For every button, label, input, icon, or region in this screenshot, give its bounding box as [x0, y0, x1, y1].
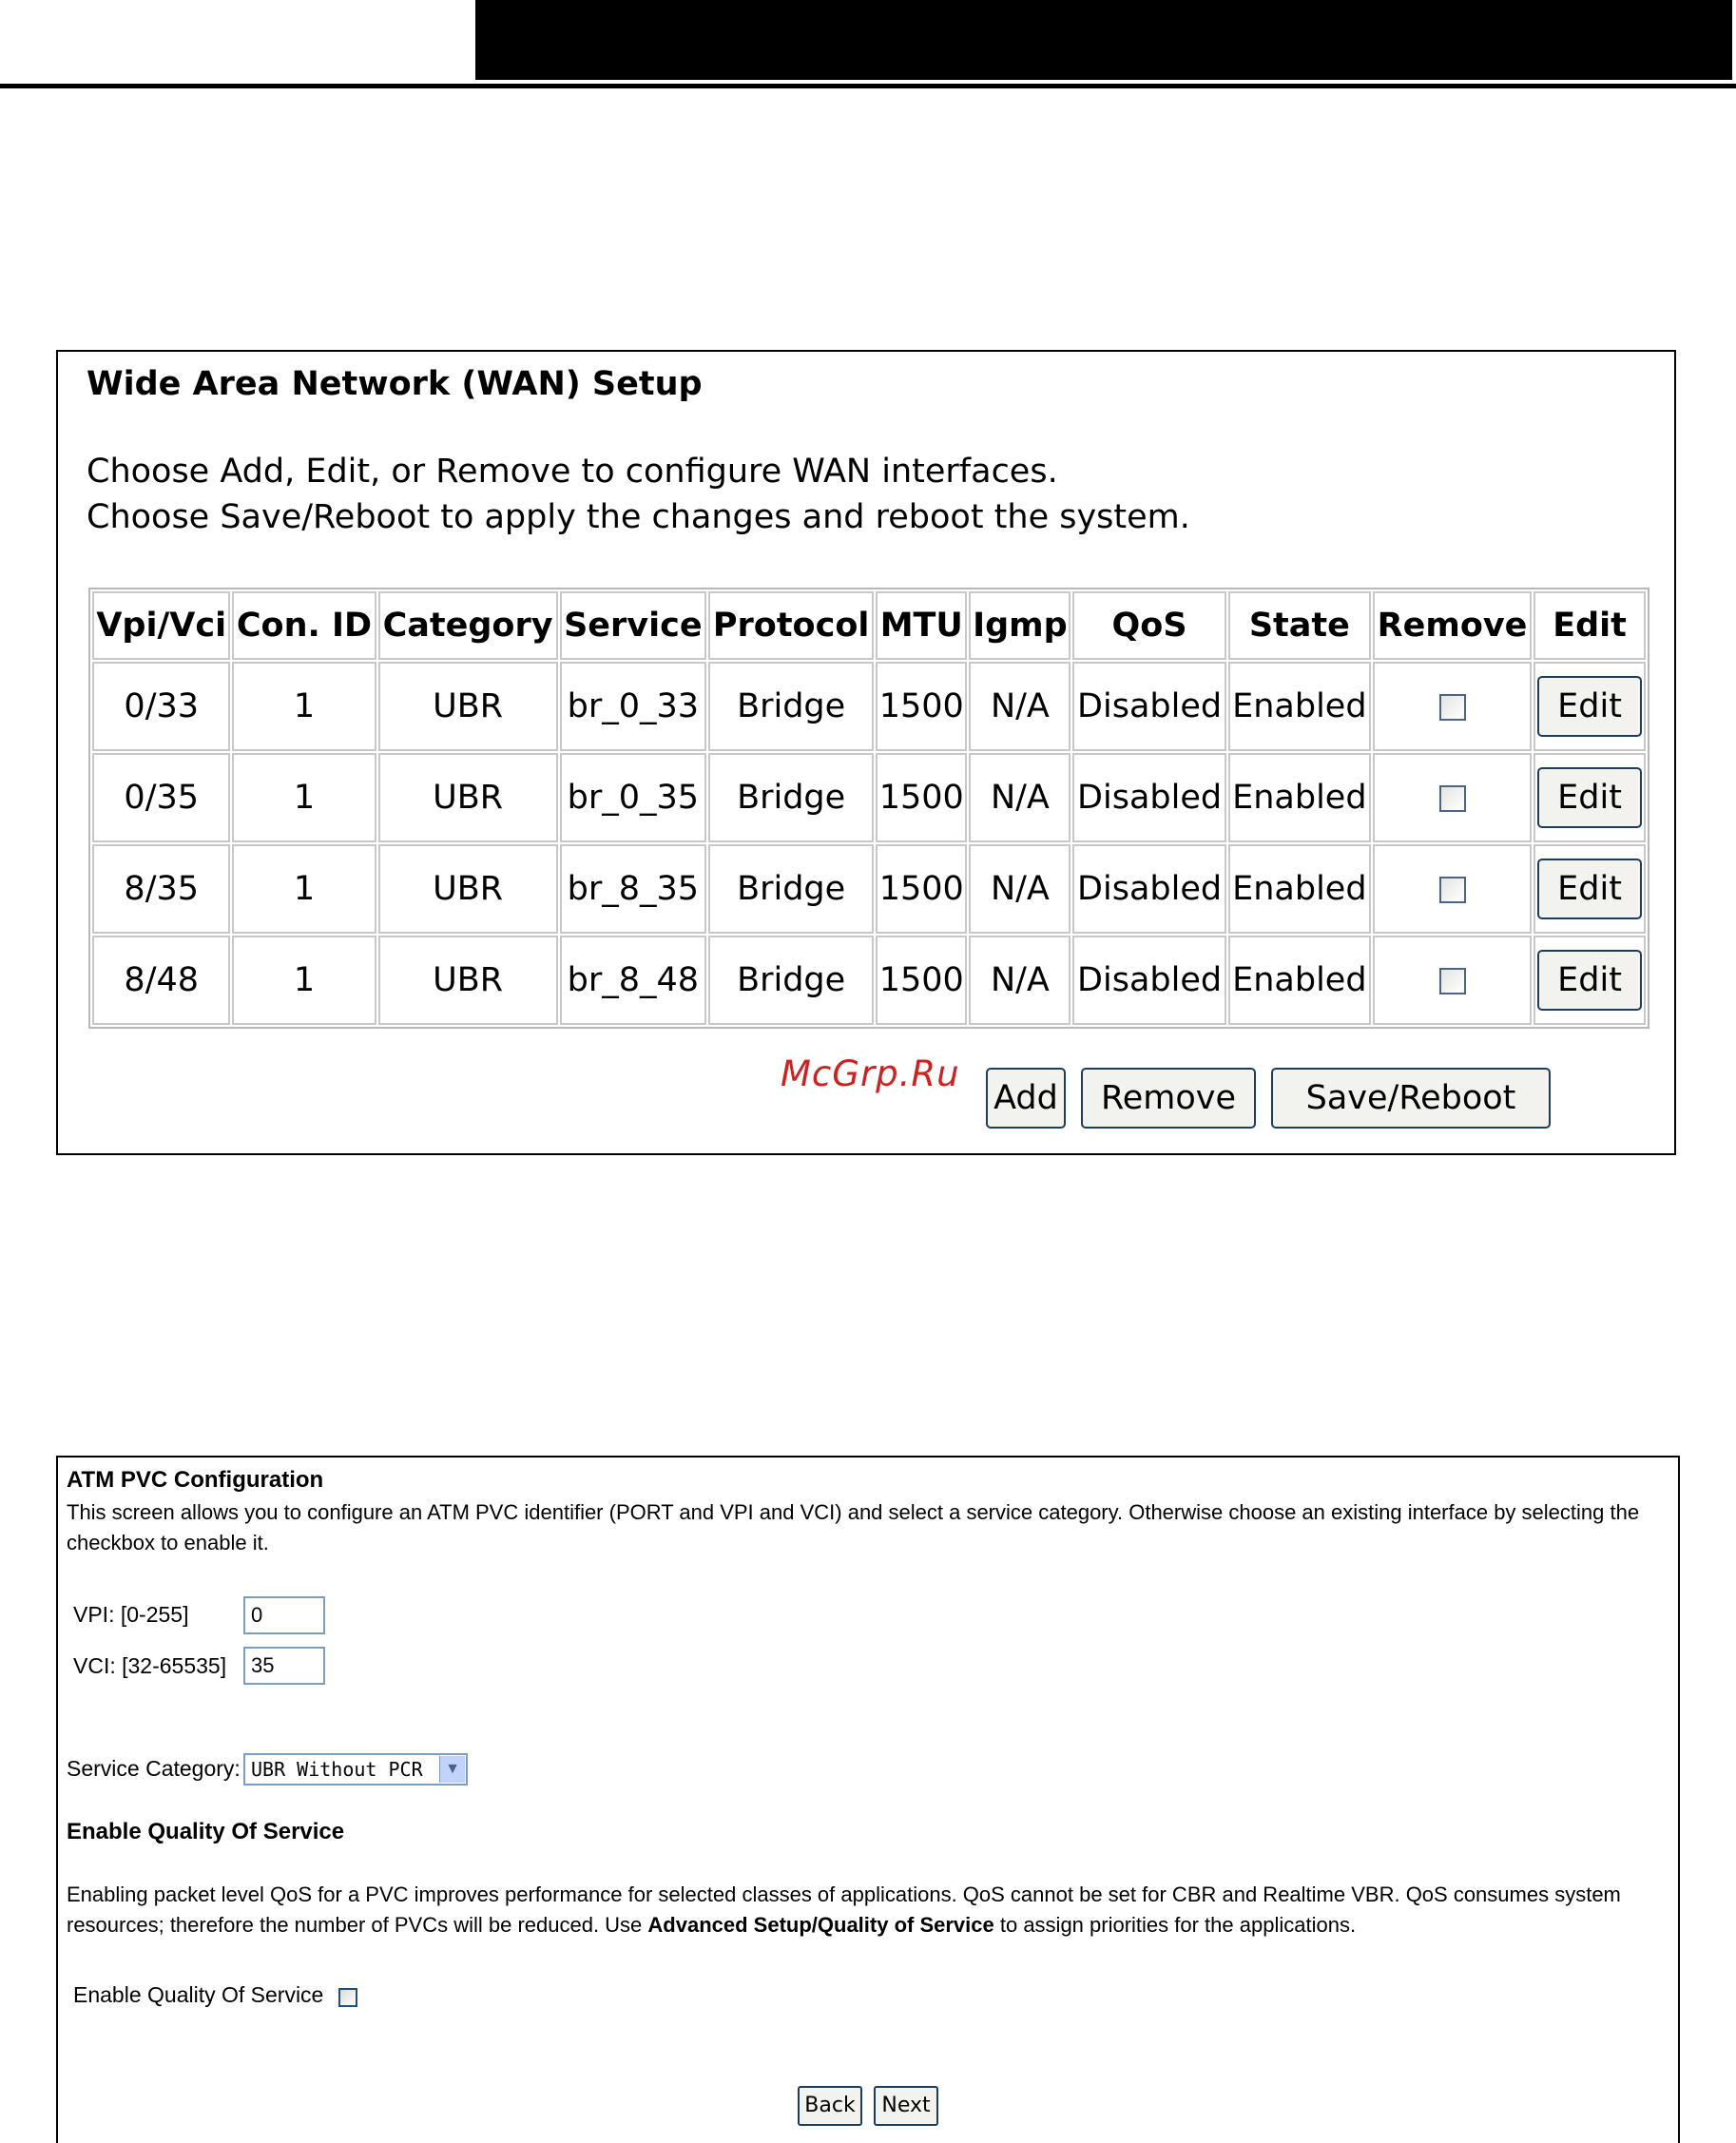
back-button[interactable]: Back — [798, 2086, 862, 2126]
cell-mtu: 1500 — [876, 662, 967, 751]
cell-edit — [1533, 662, 1646, 751]
cell-remove — [1373, 662, 1532, 751]
cell-vpivci: 8/35 — [92, 844, 230, 934]
remove-checkbox[interactable] — [1439, 968, 1466, 994]
add-button[interactable]: Add — [986, 1068, 1066, 1129]
cell-service: br_0_33 — [560, 662, 706, 751]
wan-interfaces-table — [88, 588, 1649, 1029]
save-reboot-button[interactable]: Save/Reboot — [1271, 1068, 1551, 1129]
next-button[interactable]: Next — [874, 2086, 938, 2126]
cell-category: UBR — [378, 662, 558, 751]
cell-mtu: 1500 — [876, 936, 967, 1025]
qos-description — [67, 1880, 1673, 1940]
vpi-input[interactable] — [243, 1596, 325, 1634]
qos-desc-text-1: Enabling packet level QoS for a PVC improves performance for selected classes of applications. QoS cannot be set for CBR and Realtime VBR. QoS consumes system resources; therefore the number of PVCs will be reduced. Use — [67, 1882, 1621, 1937]
cell-service: br_0_35 — [560, 753, 706, 842]
column-header-edit: Edit — [1533, 591, 1646, 660]
table-header-row — [92, 591, 1646, 660]
cell-igmp: N/A — [969, 936, 1071, 1025]
vpi-label: VPI: [0-255] — [73, 1602, 189, 1627]
column-header-vpivci: Vpi/Vci — [92, 591, 230, 660]
edit-button[interactable]: Edit — [1537, 950, 1642, 1011]
cell-remove — [1373, 753, 1532, 842]
cell-state: Enabled — [1228, 936, 1371, 1025]
edit-button[interactable]: Edit — [1537, 676, 1642, 737]
cell-protocol: Bridge — [708, 753, 874, 842]
table-row — [92, 753, 1646, 842]
qos-desc-text-2: to assign priorities for the applications. — [993, 1913, 1357, 1937]
service-category-value: UBR Without PCR — [251, 1758, 423, 1781]
table-row — [92, 844, 1646, 934]
edit-button[interactable]: Edit — [1537, 859, 1642, 919]
qos-heading: Enable Quality Of Service — [67, 1819, 345, 1844]
atm-pvc-config-panel — [56, 1456, 1680, 2143]
header-rule — [0, 84, 1736, 88]
watermark-text: McGrp.Ru — [781, 1053, 960, 1094]
service-category-label: Service Category: — [67, 1756, 241, 1781]
cell-qos: Disabled — [1072, 936, 1225, 1025]
cell-protocol: Bridge — [708, 844, 874, 934]
remove-checkbox[interactable] — [1439, 785, 1466, 812]
cell-state: Enabled — [1228, 753, 1371, 842]
table-row — [92, 662, 1646, 751]
cell-category: UBR — [378, 753, 558, 842]
enable-qos-checkbox[interactable] — [338, 1988, 357, 2007]
atm-pvc-title: ATM PVC Configuration — [67, 1467, 324, 1493]
wan-instructions-line-1: Choose Add, Edit, or Remove to configure WAN interfaces. — [87, 453, 1058, 491]
cell-edit — [1533, 844, 1646, 934]
cell-qos: Disabled — [1072, 662, 1225, 751]
cell-con-id: 1 — [232, 753, 376, 842]
cell-vpivci: 0/33 — [92, 662, 230, 751]
chevron-down-icon[interactable]: ▼ — [439, 1756, 465, 1783]
service-category-select[interactable] — [243, 1753, 468, 1786]
cell-state: Enabled — [1228, 844, 1371, 934]
table-row — [92, 936, 1646, 1025]
vci-label: VCI: [32-65535] — [73, 1653, 227, 1678]
atm-pvc-description: This screen allows you to configure an ATM PVC identifier (PORT and VPI and VCI) and select a service category. Otherwise choose an existing interface by selecting the checkbox to enable it. — [67, 1500, 1640, 1554]
remove-checkbox[interactable] — [1439, 694, 1466, 721]
column-header-protocol: Protocol — [708, 591, 874, 660]
cell-igmp: N/A — [969, 844, 1071, 934]
cell-qos: Disabled — [1072, 844, 1225, 934]
cell-igmp: N/A — [969, 753, 1071, 842]
cell-con-id: 1 — [232, 936, 376, 1025]
column-header-mtu: MTU — [876, 591, 967, 660]
column-header-qos: QoS — [1072, 591, 1225, 660]
cell-vpivci: 8/48 — [92, 936, 230, 1025]
wan-setup-panel — [56, 350, 1676, 1155]
vci-input[interactable] — [243, 1647, 325, 1685]
cell-remove — [1373, 844, 1532, 934]
cell-qos: Disabled — [1072, 753, 1225, 842]
cell-state: Enabled — [1228, 662, 1371, 751]
cell-protocol: Bridge — [708, 662, 874, 751]
enable-qos-label: Enable Quality Of Service — [73, 1982, 324, 2007]
cell-edit — [1533, 936, 1646, 1025]
wan-setup-title: Wide Area Network (WAN) Setup — [87, 365, 703, 403]
column-header-service: Service — [560, 591, 706, 660]
remove-button[interactable]: Remove — [1081, 1068, 1256, 1129]
edit-button[interactable]: Edit — [1537, 767, 1642, 828]
column-header-igmp: Igmp — [969, 591, 1071, 660]
cell-vpivci: 0/35 — [92, 753, 230, 842]
remove-checkbox[interactable] — [1439, 877, 1466, 903]
column-header-state: State — [1228, 591, 1371, 660]
cell-category: UBR — [378, 936, 558, 1025]
cell-con-id: 1 — [232, 662, 376, 751]
column-header-con-id: Con. ID — [232, 591, 376, 660]
cell-service: br_8_48 — [560, 936, 706, 1025]
wan-instructions-line-2: Choose Save/Reboot to apply the changes and reboot the system. — [87, 498, 1190, 536]
cell-igmp: N/A — [969, 662, 1071, 751]
column-header-remove: Remove — [1373, 591, 1532, 660]
cell-category: UBR — [378, 844, 558, 934]
cell-con-id: 1 — [232, 844, 376, 934]
cell-mtu: 1500 — [876, 844, 967, 934]
column-header-category: Category — [378, 591, 558, 660]
cell-remove — [1373, 936, 1532, 1025]
cell-service: br_8_35 — [560, 844, 706, 934]
header-bar — [475, 0, 1732, 80]
qos-desc-bold-link-text: Advanced Setup/Quality of Service — [647, 1913, 994, 1937]
cell-mtu: 1500 — [876, 753, 967, 842]
cell-edit — [1533, 753, 1646, 842]
cell-protocol: Bridge — [708, 936, 874, 1025]
